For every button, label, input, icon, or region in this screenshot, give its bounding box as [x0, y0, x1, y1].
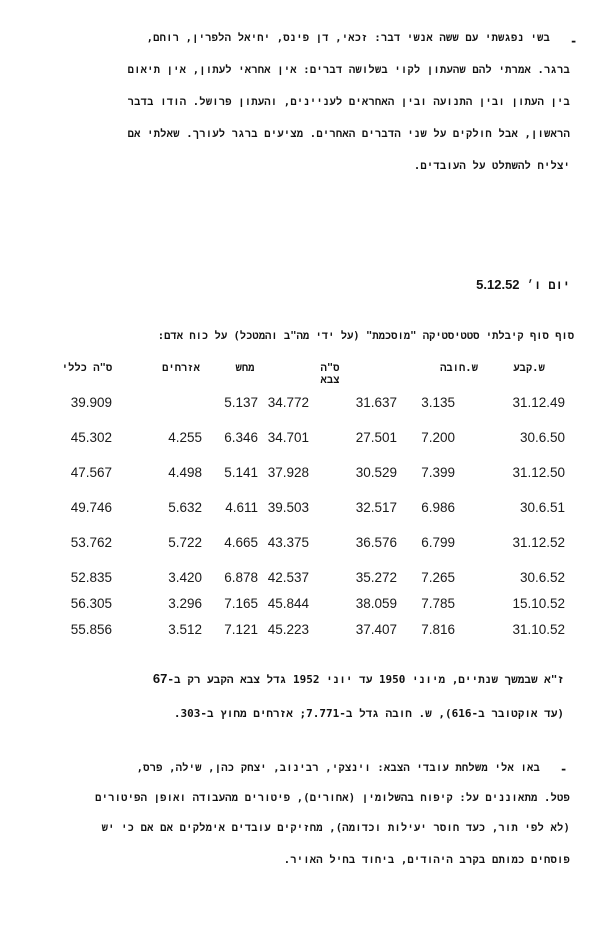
header-hova: ש.חובה	[440, 362, 478, 374]
cell-total: 56.305	[70, 596, 112, 611]
cell-total: 52.835	[70, 570, 112, 585]
cell-total: 53.762	[70, 535, 112, 550]
cell-total-army: 45.223	[267, 622, 309, 637]
cell-hova: 30.529	[355, 465, 397, 480]
cell-total: 45.302	[70, 430, 112, 445]
cell-hova: 32.517	[355, 500, 397, 515]
cell-keva: 6.799	[421, 535, 455, 550]
cell-keva: 7.200	[421, 430, 455, 445]
cell-mahash: 6.878	[224, 570, 258, 585]
table-title: סוף סוף קיבלתי סטטיסטיקה "מוסכמת" (על ידי מה"ב והמטכל) על כוח אדם:	[157, 330, 574, 342]
paragraph-bullet: -	[560, 762, 568, 776]
paragraph-line: פוסחים כמותם בקרב היהודים, ביחוד בחיל האויר.	[283, 854, 570, 866]
cell-total-army: 42.537	[267, 570, 309, 585]
paragraph-line: פטל. מתאוננים על: קיפוח בהשלומין (אחורים), פיטורים מהעבודה ואופן הפיטורים	[95, 792, 570, 804]
cell-total-army: 39.503	[267, 500, 309, 515]
header-total: ס"ה כללי	[61, 362, 113, 374]
cell-mahash: 7.121	[224, 622, 258, 637]
cell-hova: 38.059	[355, 596, 397, 611]
cell-total-army: 37.928	[267, 465, 309, 480]
paragraph-army-workers-delegation	[30, 762, 570, 872]
cell-keva: 3.135	[421, 395, 455, 410]
summary-line-2: (עד אוקטובר ב-616), ש. חובה גדל ב-7.771; אזרחים מחוץ ב-303.	[173, 707, 564, 720]
cell-hova: 35.272	[355, 570, 397, 585]
paragraph-meeting-newspaper	[30, 32, 570, 172]
cell-hova: 37.407	[355, 622, 397, 637]
cell-mahash: 6.346	[224, 430, 258, 445]
diary-date: 5.12.52	[476, 277, 520, 292]
cell-ezrahim: 3.296	[168, 596, 202, 611]
cell-hova: 27.501	[355, 430, 397, 445]
summary-line-1	[153, 671, 564, 687]
cell-total-army: 34.772	[267, 395, 309, 410]
header-total-army-line1: ס"ה	[320, 362, 340, 374]
diary-date-heading	[476, 277, 570, 293]
cell-ezrahim: 5.632	[168, 500, 202, 515]
cell-total: 55.856	[70, 622, 112, 637]
cell-mahash: 4.665	[224, 535, 258, 550]
cell-ezrahim: 3.512	[168, 622, 202, 637]
cell-keva: 7.265	[421, 570, 455, 585]
cell-total-army: 43.375	[267, 535, 309, 550]
cell-ezrahim: 4.255	[168, 430, 202, 445]
cell-date: 30.6.52	[519, 570, 565, 585]
cell-date: 31.12.49	[512, 395, 565, 410]
header-total-army	[295, 362, 365, 386]
paragraph-line: יצליח להשתלט על העובדים.	[413, 160, 570, 172]
header-keva: ש.קבע	[513, 362, 545, 374]
diary-day: יום ו׳	[526, 278, 570, 292]
header-mahash: מחש	[235, 362, 255, 374]
paragraph-line: בין העתון ובין התנועה ובין האחראים לעניינים, והעתון פרושל. הודו בדבר	[127, 96, 570, 108]
cell-hova: 36.576	[355, 535, 397, 550]
cell-date: 30.6.50	[519, 430, 565, 445]
paragraph-line: ברגר. אמרתי להם שהעתון לקוי בשלושה דברים: אין אחראי לעתון, אין תיאום	[127, 64, 570, 76]
header-total-army-line2: צבא	[320, 374, 340, 386]
cell-mahash: 5.137	[224, 395, 258, 410]
cell-date: 31.10.52	[512, 622, 565, 637]
cell-hova: 31.637	[355, 395, 397, 410]
cell-total: 47.567	[70, 465, 112, 480]
paragraph-line: בשי נפגשתי עם ששה אנשי דבר: זכאי, דן פינס, יחיאל הלפרין, רוחם,	[146, 32, 550, 44]
cell-keva: 7.816	[421, 622, 455, 637]
paragraph-line: (לא לפי תור, כעד חוסר יעילות וכדומה), מחזיקים עובדים אימלקים אם אם כי יש	[101, 822, 570, 834]
summary-text: ז"א שבמשך שנתיים, מיוני 1950 עד יוני 1952 גדל צבא הקבע רק ב-	[167, 673, 564, 686]
cell-total: 49.746	[70, 500, 112, 515]
cell-mahash: 4.611	[225, 500, 258, 515]
cell-ezrahim: 4.498	[168, 465, 202, 480]
cell-date: 31.12.52	[512, 535, 565, 550]
paragraph-bullet: -	[570, 34, 578, 48]
cell-date: 15.10.52	[512, 596, 565, 611]
cell-keva: 6.986	[421, 500, 455, 515]
summary-number: 67	[152, 671, 168, 686]
cell-total: 39.909	[70, 395, 112, 410]
cell-keva: 7.785	[421, 596, 455, 611]
cell-ezrahim: 3.420	[168, 570, 202, 585]
paragraph-line: הראשון, אבל חולקים על שני הדברים האחרים. מציעים ברגר לעורך. שאלתי אם	[127, 128, 570, 140]
cell-date: 31.12.50	[512, 465, 565, 480]
cell-ezrahim: 5.722	[168, 535, 202, 550]
header-ezrahim: אזרחים	[162, 362, 200, 374]
cell-total-army: 34.701	[267, 430, 309, 445]
paragraph-line: באו אלי משלחת עובדי הצבא: וינצקי, רבינוב, יצחק כהן, שילה, פרס,	[136, 762, 540, 774]
cell-keva: 7.399	[421, 465, 455, 480]
cell-date: 30.6.51	[519, 500, 565, 515]
cell-mahash: 7.165	[224, 596, 258, 611]
cell-mahash: 5.141	[224, 465, 258, 480]
cell-total-army: 45.844	[267, 596, 309, 611]
